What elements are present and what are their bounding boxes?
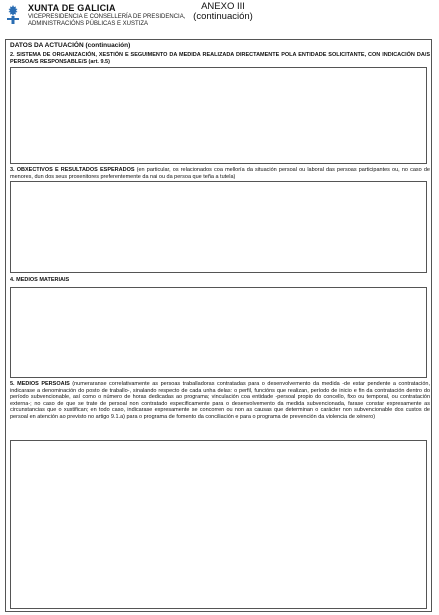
form-title-text: DATOS DA ACTUACIÓN — [10, 42, 84, 49]
annex-heading — [193, 2, 253, 22]
organization-name: XUNTA DE GALICIA — [28, 3, 116, 13]
form-title-suffix: (continuación) — [85, 42, 131, 49]
department-line-1: VICEPRESIDENCIA E CONSELLERÍA DE PRESIDENCIA, — [28, 14, 186, 20]
section-3-title: 3. OBXECTIVOS E RESULTADOS ESPERADOS — [10, 167, 135, 173]
section-5-detail: (numeraranse correlativamente as persoas traballadoras contratadas para o desenvolvemento da medida -de estar pendente a contratación, indicarase a denominación do posto de traballo-, sinalando respecto de cada unha delas: o perfil, funcións que realizan, período de inicio e fin da contratación dentro do período subvencionable, así como o número de horas dedicadas ao programa; vinculación coa entidade -persoal propio do concello, fixo ou temporal, ou contratación externa-; no caso de que se trate de persoal non contratado especificamente para o desenvolvemento da medida subvencionada, farase constar expresamente as circunstancias que o xustifican; en todo caso, indicarase expresamente se concorren ou non as causas que determinan o carácter non subvencionable dos custos de persoal en atención ao previsto no artigo 9.1.a) para o programa de fomento da conciliación e para o programa de prevención da violencia de xénero) — [10, 381, 431, 420]
section-2-label — [10, 52, 430, 65]
form-frame — [5, 39, 432, 612]
section-5-label — [10, 381, 430, 420]
xunta-galicia-logo-icon — [4, 4, 22, 26]
section-2-title: 2. SISTEMA DE ORGANIZACIÓN, XESTIÓN E SEGUIMENTO DA MEDIDA REALIZADA DIRECTAMENTE POLA ENTIDADE SOLICITANTE, CON INDICACIÓN DA/S PERSOA/S RESPONSABLE/S (art. 9.5) — [10, 52, 430, 65]
section-3-detail: (en particular, os relacionados coa melloría da situación persoal ou laboral das persoas participantes ou, no caso de menores, dun dos seus proxenitores preferentemente da nai ou da persoa que teña a tutela) — [10, 167, 430, 180]
section-5-textarea[interactable] — [10, 440, 427, 609]
department-line-2: ADMINISTRACIÓNS PÚBLICAS E XUSTIZA — [28, 21, 149, 27]
form-title — [10, 42, 130, 49]
section-3-textarea[interactable] — [10, 181, 427, 273]
department-name — [28, 14, 188, 28]
section-5-title: 5. MEDIOS PERSOAIS — [10, 381, 70, 387]
section-2-textarea[interactable] — [10, 67, 427, 164]
annex-subtitle: (continuación) — [193, 11, 253, 22]
section-4-textarea[interactable] — [10, 287, 427, 378]
section-4-label — [10, 277, 430, 284]
section-4-title: 4. MEDIOS MATERIAIS — [10, 277, 70, 283]
document-header — [0, 0, 439, 40]
section-3-label — [10, 167, 430, 180]
annex-title: ANEXO III — [201, 1, 245, 12]
